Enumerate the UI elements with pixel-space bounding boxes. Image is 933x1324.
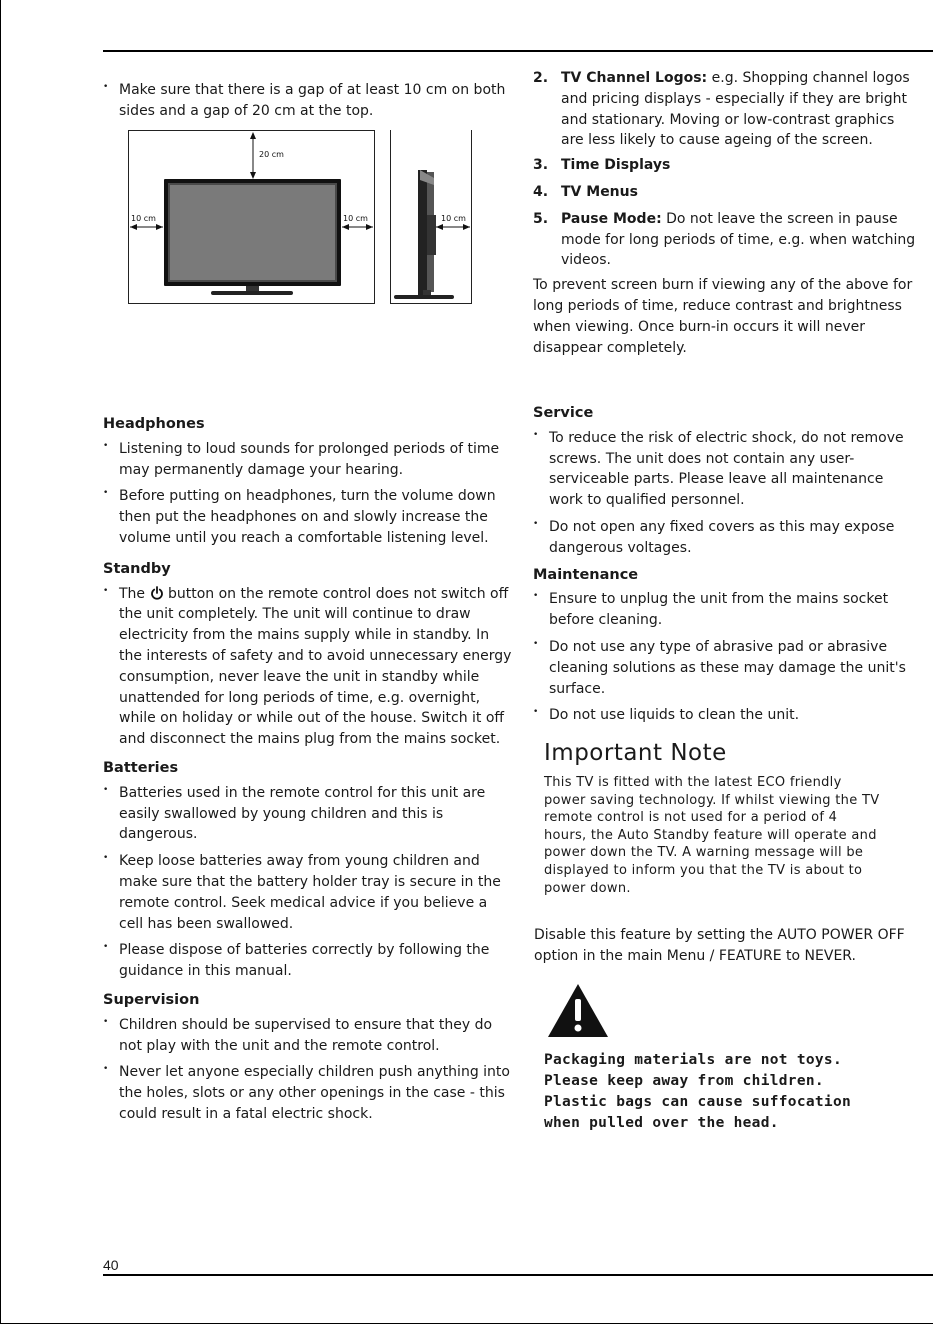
item-number: 5. (533, 210, 549, 227)
top-gap-label: 20 cm (259, 150, 284, 159)
batteries-item: • Batteries used in the remote control for this unit are easily swallowed by young children and this is dangerous. (103, 783, 513, 845)
screen-burn-item (533, 68, 918, 151)
maintenance-item: • Ensure to unplug the unit from the mains socket before cleaning. (533, 589, 918, 631)
right-gap-label: 10 cm (343, 214, 368, 223)
item-text: Do not leave the screen in pause mode for long periods of time, e.g. when watching videos. (561, 210, 916, 269)
batteries-heading: Batteries (103, 759, 179, 776)
batteries-item: • Keep loose batteries away from young children and make sure that the battery holder tray is secure in the remote control. Seek medical advice if you believe a cell has been swallowed. (103, 851, 513, 934)
clearance-section (103, 80, 513, 128)
warning-triangle-icon (546, 982, 610, 1038)
item-text: e.g. Shopping channel logos and pricing displays - especially if they are bright and stationary. Moving or low-contrast graphics are less likely to cause ageing of the screen. (561, 70, 910, 149)
headphones-heading: Headphones (103, 416, 205, 432)
important-note-title: Important Note (544, 740, 727, 766)
maintenance-heading: Maintenance (533, 566, 639, 583)
supervision-item: • Children should be supervised to ensure that they do not play with the unit and the remote control. (103, 1015, 513, 1057)
tv-clearance-side-diagram (390, 130, 474, 305)
clearance-bullet: • Make sure that there is a gap of at least 10 cm on both sides and a gap of 20 cm at the top. (103, 80, 513, 122)
screen-burn-section (533, 68, 918, 358)
service-item: • Do not open any fixed covers as this may expose dangerous voltages. (533, 517, 918, 559)
side-gap-label: 10 cm (441, 214, 466, 223)
item-number: 3. (533, 157, 549, 174)
left-gap-label: 10 cm (131, 214, 156, 223)
important-note-body: This TV is fitted with the latest ECO friendly power saving technology. If whilst viewing the TV remote control is not used for a period of 4 hours, the Auto Standby feature will operate and power down the TV. A warning message will be displayed to inform you that the TV is about to power down. (544, 775, 880, 896)
tv-clearance-front-diagram (128, 130, 376, 305)
item-title: TV Channel Logos: (561, 70, 708, 86)
standby-heading: Standby (103, 560, 171, 577)
item-title: Time Displays (561, 157, 671, 174)
maintenance-item: • Do not use any type of abrasive pad or abrasive cleaning solutions as these may damage the unit's surface. (533, 637, 918, 699)
item-title: TV Menus (561, 183, 638, 200)
service-item: • To reduce the risk of electric shock, do not remove screws. The unit does not contain any user-serviceable parts. Please leave all maintenance work to qualified personnel. (533, 428, 918, 511)
headphones-item: • Before putting on headphones, turn the volume down then put the headphones on and slowly increase the volume until you reach a comfortable listening level. (103, 486, 513, 548)
headphones-item: • Listening to loud sounds for prolonged periods of time may permanently damage your hearing. (103, 439, 513, 481)
service-heading: Service (533, 405, 594, 421)
screen-burn-item (533, 182, 918, 203)
top-rule (103, 50, 933, 52)
screen-burn-item (533, 155, 918, 176)
item-title: Pause Mode: (561, 210, 662, 227)
page-number: 40 (103, 1257, 119, 1273)
screen-burn-item (533, 209, 918, 271)
supervision-item: • Never let anyone especially children push anything into the holes, slots or any other openings in the case - this could result in a fatal electric shock. (103, 1062, 513, 1124)
item-number: 2. (533, 70, 549, 86)
service-maintenance-section (533, 403, 918, 732)
left-safety-sections (103, 414, 513, 1131)
auto-power-off-note: Disable this feature by setting the AUTO POWER OFF option in the main Menu / FEATURE to NEVER. (534, 927, 905, 964)
power-icon (150, 586, 164, 600)
standby-item (103, 584, 513, 750)
supervision-heading: Supervision (103, 991, 200, 1008)
standby-text-before: The (119, 585, 146, 602)
bottom-rule (103, 1274, 933, 1276)
batteries-item: • Please dispose of batteries correctly by following the guidance in this manual. (103, 940, 513, 982)
item-number: 4. (533, 183, 549, 200)
maintenance-item: • Do not use liquids to clean the unit. (533, 705, 918, 726)
standby-text-after: button on the remote control does not switch off the unit completely. The unit will continue to draw electricity from the mains supply while in standby. In the interests of safety and to avoid unnecessary energy consumption, never leave the unit in standby while unattended for long periods of time, e.g. overnight, while on holiday or while out of the house. Switch it off and disconnect the mains plug from the mains socket. (119, 585, 512, 748)
screen-burn-prevention: To prevent screen burn if viewing any of the above for long periods of time, reduce contrast and brightness when viewing. Once burn-in occurs it will never disappear completely. (533, 277, 913, 356)
packaging-warning-text: Packaging materials are not toys. Please keep away from children. Plastic bags can cause suffocation when pulled over the head. (544, 1052, 852, 1131)
